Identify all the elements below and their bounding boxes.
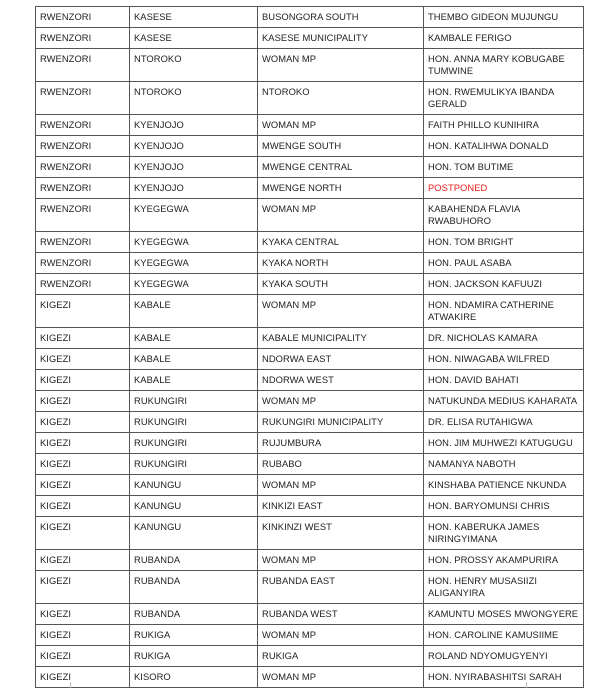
region-cell: KIGEZI bbox=[36, 496, 130, 517]
table-row bbox=[36, 232, 584, 253]
table-row bbox=[36, 646, 584, 667]
table-row bbox=[36, 328, 584, 349]
district-cell: KYEGEGWA bbox=[130, 274, 258, 295]
winner-cell: HON. PROSSY AKAMPURIRA bbox=[424, 550, 584, 571]
winner-cell: HON. NIWAGABA WILFRED bbox=[424, 349, 584, 370]
table-row bbox=[36, 604, 584, 625]
district-cell: KABALE bbox=[130, 349, 258, 370]
district-cell: KYENJOJO bbox=[130, 157, 258, 178]
district-cell: KANUNGU bbox=[130, 496, 258, 517]
table-row bbox=[36, 28, 584, 49]
region-cell: RWENZORI bbox=[36, 28, 130, 49]
winner-cell: HON. DAVID BAHATI bbox=[424, 370, 584, 391]
region-cell: RWENZORI bbox=[36, 274, 130, 295]
constituency-cell: WOMAN MP bbox=[258, 49, 424, 82]
district-cell: RUKUNGIRI bbox=[130, 454, 258, 475]
table-row bbox=[36, 496, 584, 517]
region-cell: KIGEZI bbox=[36, 295, 130, 328]
region-cell: KIGEZI bbox=[36, 370, 130, 391]
constituency-cell: MWENGE SOUTH bbox=[258, 136, 424, 157]
winner-cell: HON. JACKSON KAFUUZI bbox=[424, 274, 584, 295]
table-row bbox=[36, 178, 584, 199]
winner-cell: HON. TOM BRIGHT bbox=[424, 232, 584, 253]
region-cell: RWENZORI bbox=[36, 157, 130, 178]
region-cell: RWENZORI bbox=[36, 136, 130, 157]
region-cell: RWENZORI bbox=[36, 253, 130, 274]
district-cell: KYEGEGWA bbox=[130, 232, 258, 253]
table-row bbox=[36, 7, 584, 28]
winner-cell: KAMBALE FERIGO bbox=[424, 28, 584, 49]
district-cell: KYENJOJO bbox=[130, 178, 258, 199]
constituency-cell: RUKIGA bbox=[258, 646, 424, 667]
constituency-cell: MWENGE CENTRAL bbox=[258, 157, 424, 178]
constituency-cell: RUJUMBURA bbox=[258, 433, 424, 454]
region-cell: KIGEZI bbox=[36, 625, 130, 646]
district-cell: KYENJOJO bbox=[130, 115, 258, 136]
region-cell: KIGEZI bbox=[36, 454, 130, 475]
region-cell: KIGEZI bbox=[36, 646, 130, 667]
table-row bbox=[36, 199, 584, 232]
constituency-cell: RUBABO bbox=[258, 454, 424, 475]
region-cell: RWENZORI bbox=[36, 199, 130, 232]
region-cell: KIGEZI bbox=[36, 667, 130, 688]
district-cell: KYENJOJO bbox=[130, 136, 258, 157]
constituency-cell: MWENGE NORTH bbox=[258, 178, 424, 199]
table-row bbox=[36, 625, 584, 646]
district-cell: KABALE bbox=[130, 328, 258, 349]
winner-cell: POSTPONED bbox=[424, 178, 584, 199]
constituency-cell: RUBANDA EAST bbox=[258, 571, 424, 604]
region-cell: KIGEZI bbox=[36, 517, 130, 550]
winner-cell: HON. JIM MUHWEZI KATUGUGU bbox=[424, 433, 584, 454]
district-cell: KABALE bbox=[130, 295, 258, 328]
constituency-cell: RUKUNGIRI MUNICIPALITY bbox=[258, 412, 424, 433]
region-cell: KIGEZI bbox=[36, 391, 130, 412]
constituency-cell: BUSONGORA SOUTH bbox=[258, 7, 424, 28]
district-cell: KANUNGU bbox=[130, 475, 258, 496]
region-cell: RWENZORI bbox=[36, 49, 130, 82]
region-cell: KIGEZI bbox=[36, 412, 130, 433]
district-cell: RUKIGA bbox=[130, 646, 258, 667]
table-row bbox=[36, 391, 584, 412]
table-row bbox=[36, 550, 584, 571]
table-row bbox=[36, 115, 584, 136]
region-cell: KIGEZI bbox=[36, 550, 130, 571]
table-row bbox=[36, 82, 584, 115]
constituency-cell: WOMAN MP bbox=[258, 295, 424, 328]
district-cell: KANUNGU bbox=[130, 517, 258, 550]
table-row bbox=[36, 433, 584, 454]
region-cell: KIGEZI bbox=[36, 328, 130, 349]
winner-cell: HON. KATALIHWA DONALD bbox=[424, 136, 584, 157]
winner-cell: NATUKUNDA MEDIUS KAHARATA bbox=[424, 391, 584, 412]
constituency-cell: WOMAN MP bbox=[258, 199, 424, 232]
region-cell: KIGEZI bbox=[36, 349, 130, 370]
constituency-cell: KINKIZI EAST bbox=[258, 496, 424, 517]
table-row bbox=[36, 571, 584, 604]
page-margin-mark-right bbox=[526, 682, 527, 688]
winner-cell: HON. NYIRABASHITSI SARAH bbox=[424, 667, 584, 688]
region-cell: KIGEZI bbox=[36, 433, 130, 454]
table-row bbox=[36, 454, 584, 475]
constituency-cell: WOMAN MP bbox=[258, 667, 424, 688]
winner-cell: NAMANYA NABOTH bbox=[424, 454, 584, 475]
district-cell: RUKIGA bbox=[130, 625, 258, 646]
constituency-cell: NDORWA WEST bbox=[258, 370, 424, 391]
district-cell: KYEGEGWA bbox=[130, 199, 258, 232]
district-cell: KISORO bbox=[130, 667, 258, 688]
constituency-cell: KABALE MUNICIPALITY bbox=[258, 328, 424, 349]
district-cell: NTOROKO bbox=[130, 82, 258, 115]
winner-cell: HON. KABERUKA JAMES NIRINGYIMANA bbox=[424, 517, 584, 550]
region-cell: RWENZORI bbox=[36, 7, 130, 28]
winner-cell: DR. ELISA RUTAHIGWA bbox=[424, 412, 584, 433]
district-cell: RUKUNGIRI bbox=[130, 391, 258, 412]
table-row bbox=[36, 349, 584, 370]
constituency-cell: WOMAN MP bbox=[258, 550, 424, 571]
page-margin-mark-left bbox=[70, 682, 71, 688]
region-cell: RWENZORI bbox=[36, 232, 130, 253]
winner-cell: KINSHABA PATIENCE NKUNDA bbox=[424, 475, 584, 496]
constituency-cell: WOMAN MP bbox=[258, 625, 424, 646]
district-cell: RUBANDA bbox=[130, 571, 258, 604]
winner-cell: HON. TOM BUTIME bbox=[424, 157, 584, 178]
region-cell: KIGEZI bbox=[36, 604, 130, 625]
constituency-cell: KASESE MUNICIPALITY bbox=[258, 28, 424, 49]
constituency-cell: NDORWA EAST bbox=[258, 349, 424, 370]
winner-cell: HON. ANNA MARY KOBUGABE TUMWINE bbox=[424, 49, 584, 82]
district-cell: RUBANDA bbox=[130, 604, 258, 625]
table-row bbox=[36, 412, 584, 433]
table-row bbox=[36, 253, 584, 274]
winner-cell: HON. CAROLINE KAMUSIIME bbox=[424, 625, 584, 646]
constituency-cell: RUBANDA WEST bbox=[258, 604, 424, 625]
constituency-cell: KINKINZI WEST bbox=[258, 517, 424, 550]
constituency-cell: KYAKA SOUTH bbox=[258, 274, 424, 295]
district-cell: RUBANDA bbox=[130, 550, 258, 571]
district-cell: KASESE bbox=[130, 7, 258, 28]
table-row bbox=[36, 370, 584, 391]
district-cell: RUKUNGIRI bbox=[130, 433, 258, 454]
district-cell: RUKUNGIRI bbox=[130, 412, 258, 433]
winner-cell: THEMBO GIDEON MUJUNGU bbox=[424, 7, 584, 28]
region-cell: KIGEZI bbox=[36, 571, 130, 604]
table-row bbox=[36, 517, 584, 550]
district-cell: KYEGEGWA bbox=[130, 253, 258, 274]
table-row bbox=[36, 157, 584, 178]
constituency-cell: KYAKA CENTRAL bbox=[258, 232, 424, 253]
table-row bbox=[36, 475, 584, 496]
constituency-cell: WOMAN MP bbox=[258, 391, 424, 412]
district-cell: KASESE bbox=[130, 28, 258, 49]
region-cell: RWENZORI bbox=[36, 178, 130, 199]
winner-cell: HON. PAUL ASABA bbox=[424, 253, 584, 274]
table-row bbox=[36, 274, 584, 295]
winner-cell: HON. HENRY MUSASIIZI ALIGANYIRA bbox=[424, 571, 584, 604]
table-body bbox=[36, 7, 584, 688]
winner-cell: HON. NDAMIRA CATHERINE ATWAKIRE bbox=[424, 295, 584, 328]
winner-cell: KAMUNTU MOSES MWONGYERE bbox=[424, 604, 584, 625]
constituency-cell: NTOROKO bbox=[258, 82, 424, 115]
winner-cell: HON. RWEMULIKYA IBANDA GERALD bbox=[424, 82, 584, 115]
district-cell: NTOROKO bbox=[130, 49, 258, 82]
region-cell: RWENZORI bbox=[36, 115, 130, 136]
table-row bbox=[36, 49, 584, 82]
district-cell: KABALE bbox=[130, 370, 258, 391]
table-row bbox=[36, 667, 584, 688]
winner-cell: DR. NICHOLAS KAMARA bbox=[424, 328, 584, 349]
region-cell: RWENZORI bbox=[36, 82, 130, 115]
region-cell: KIGEZI bbox=[36, 475, 130, 496]
election-results-table bbox=[35, 6, 584, 688]
table-row bbox=[36, 136, 584, 157]
winner-cell: HON. BARYOMUNSI CHRIS bbox=[424, 496, 584, 517]
winner-cell: FAITH PHILLO KUNIHIRA bbox=[424, 115, 584, 136]
winner-cell: KABAHENDA FLAVIA RWABUHORO bbox=[424, 199, 584, 232]
constituency-cell: KYAKA NORTH bbox=[258, 253, 424, 274]
table-row bbox=[36, 295, 584, 328]
constituency-cell: WOMAN MP bbox=[258, 475, 424, 496]
winner-cell: ROLAND NDYOMUGYENYI bbox=[424, 646, 584, 667]
constituency-cell: WOMAN MP bbox=[258, 115, 424, 136]
